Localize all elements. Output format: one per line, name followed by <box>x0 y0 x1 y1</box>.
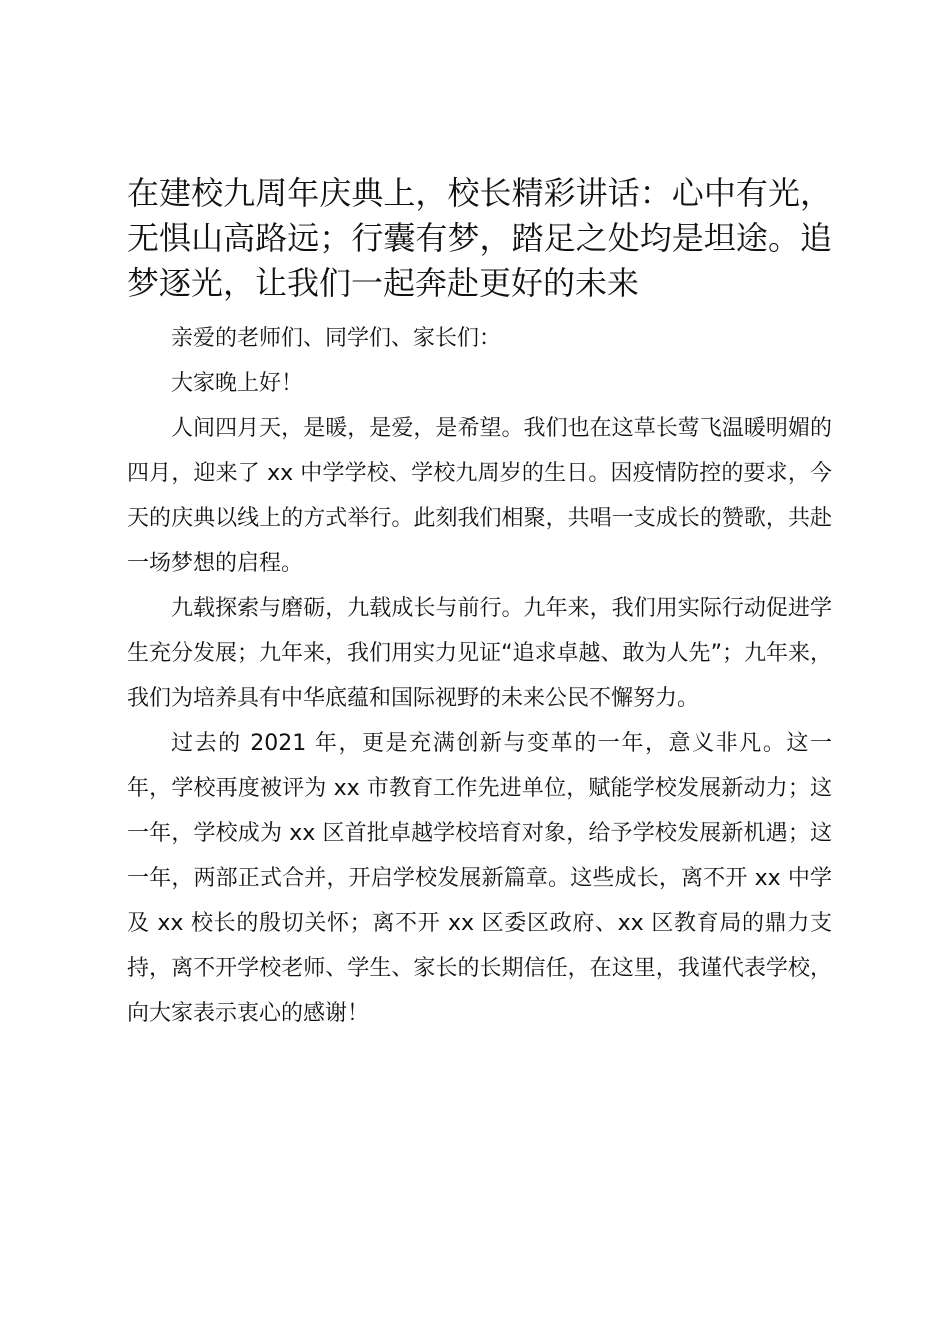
body-paragraph: 人间四月天，是暖，是爱，是希望。我们也在这草长莺飞温暖明媚的四月，迎来了 xx 中学学校、学校九周岁的生日。因疫情防控的要求，今天的庆典以线上的方式举行。此刻我们相聚，共唱一支成长的赞歌，共赴一场梦想的启程。 <box>127 416 832 576</box>
salutation-paragraph: 亲爱的老师们、同学们、家长们： <box>171 326 502 351</box>
body-paragraph: 九载探索与磨砺，九载成长与前行。九年来，我们用实际行动促进学生充分发展；九年来，我们用实力见证“追求卓越、敢为人先”；九年来，我们为培养具有中华底蕴和国际视野的未来公民不懈努力。 <box>127 596 832 711</box>
document-title: 在建校九周年庆典上，校长精彩讲话：心中有光，无惧山高路远；行囊有梦，踏足之处均是坦途。追梦逐光，让我们一起奔赴更好的未来 <box>127 174 832 302</box>
greeting-paragraph: 大家晚上好！ <box>171 371 304 396</box>
body-paragraph: 过去的 2021 年，更是充满创新与变革的一年，意义非凡。这一年，学校再度被评为 xx 市教育工作先进单位，赋能学校发展新动力；这一年，学校成为 xx 区首批卓越学校培育对象，给予学校发展新机遇；这一年，两部正式合并，开启学校发展新篇章。这些成长，离不开 xx 中学及 xx 校长的殷切关怀；离不开 xx 区委区政府、xx 区教育局的鼎力支持，离不开学校老师、学生、家长的长期信任，在这里，我谨代表学校，向大家表示衷心的感谢！ <box>127 731 832 1026</box>
document-page <box>127 171 832 1036</box>
